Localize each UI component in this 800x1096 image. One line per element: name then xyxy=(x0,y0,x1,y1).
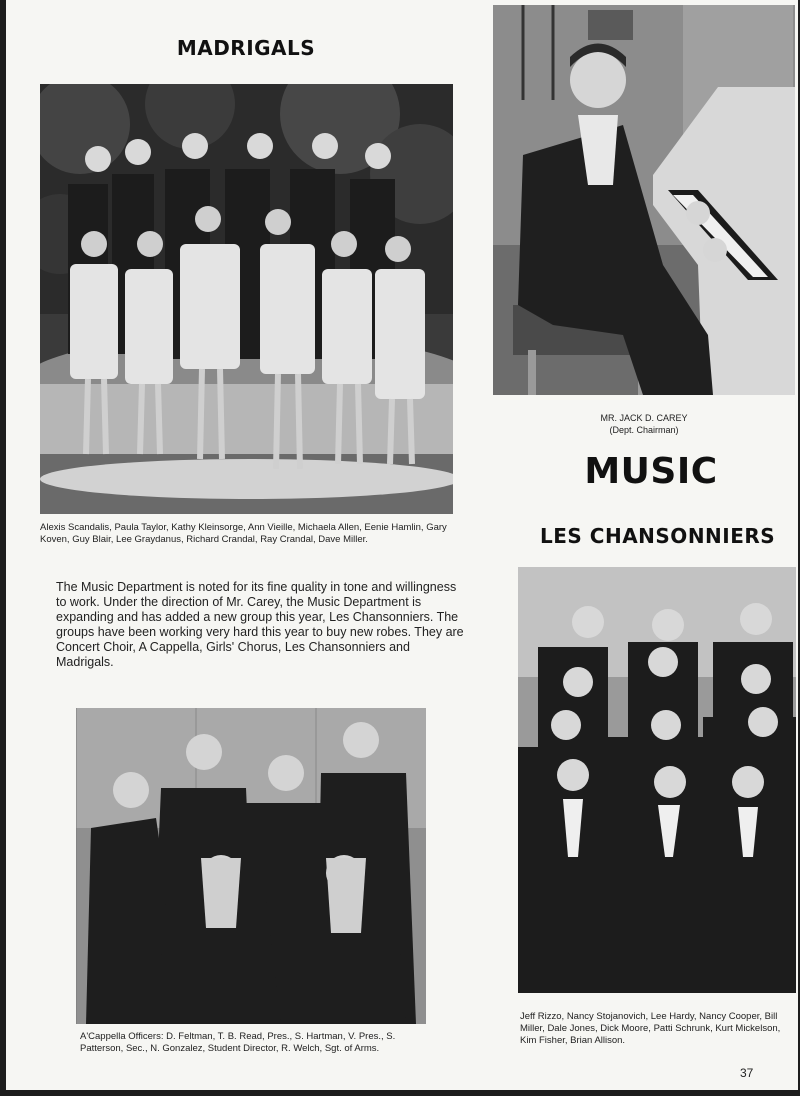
carey-name-caption: MR. JACK D. CAREY xyxy=(600,413,688,423)
acappella-caption: A'Cappella Officers: D. Feltman, T. B. Read, Pres., S. Hartman, V. Pres., S. Patterson, Sec., N. Gonzalez, Student Director, R. Welch, Sgt. of Arms. xyxy=(80,1031,396,1054)
les-chansonniers-photo xyxy=(518,567,796,993)
music-heading: MUSIC xyxy=(584,451,718,492)
madrigals-heading: MADRIGALS xyxy=(176,36,316,60)
jack-carey-photo xyxy=(493,5,795,395)
music-department-paragraph: The Music Department is noted for its fine quality in tone and willingness to work. Under the direction of Mr. Carey, the Music Department is expanding and has added a new group this year, Les Chansonniers. The groups have been working very hard this year to buy new robes. They are Concert Choir, A Cappella, Girls' Chorus, Les Chansonniers and Madrigals. xyxy=(56,580,464,669)
acappella-officers-photo xyxy=(76,708,426,1024)
page-number: 37 xyxy=(740,1066,754,1080)
madrigals-caption: Alexis Scandalis, Paula Taylor, Kathy Kleinsorge, Ann Vieille, Michaela Allen, Eenie Hamlin, Gary Koven, Guy Blair, Lee Graydanus, Richard Crandal, Ray Crandal, Dave Miller. xyxy=(40,522,447,545)
carey-title-caption: (Dept. Chairman) xyxy=(609,425,679,435)
madrigals-photo xyxy=(40,84,453,514)
les-chansonniers-heading: LES CHANSONNIERS xyxy=(540,524,776,548)
yearbook-page xyxy=(6,0,798,1090)
les-chansonniers-caption: Jeff Rizzo, Nancy Stojanovich, Lee Hardy, Nancy Cooper, Bill Miller, Dale Jones, Dick Moore, Patti Schrunk, Kurt Mickelson, Kim Fisher, Brian Allison. xyxy=(520,1011,781,1046)
